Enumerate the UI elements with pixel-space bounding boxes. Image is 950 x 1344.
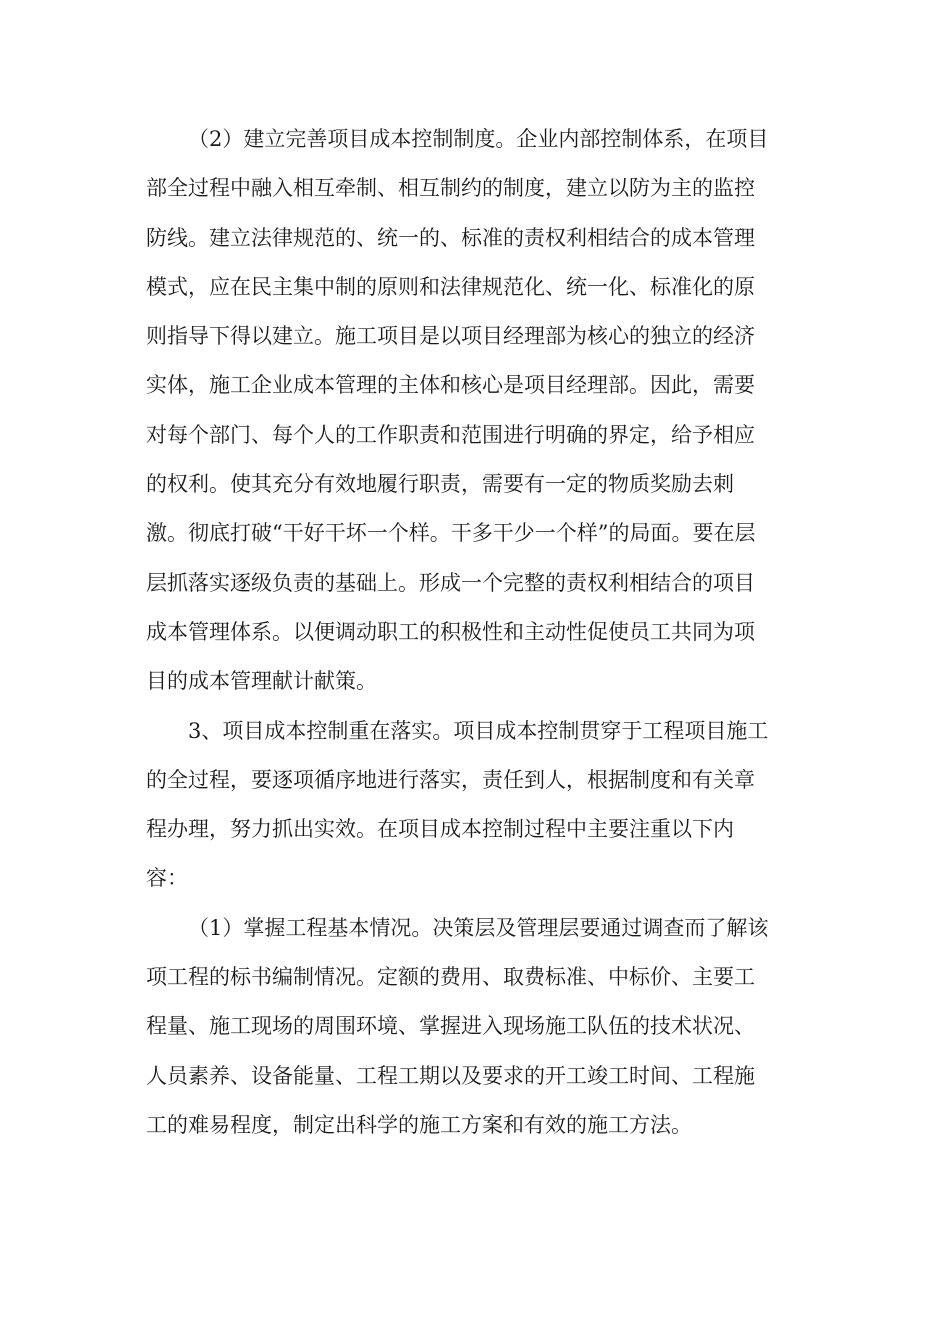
- text-line: 容：: [146, 866, 188, 891]
- text-line: 层抓落实逐级负责的基础上。形成一个完整的责权利相结合的项目: [146, 570, 755, 595]
- text-line: 部全过程中融入相互牵制、相互制约的制度，建立以防为主的监控: [146, 176, 755, 201]
- text-line: 项工程的标书编制情况。定额的费用、取费标准、中标价、主要工: [146, 965, 755, 990]
- text-line: 成本管理体系。以便调动职工的积极性和主动性促使员工共同为项: [146, 619, 755, 644]
- text-line: 工的难易程度，制定出科学的施工方案和有效的施工方法。: [146, 1112, 692, 1137]
- text-line: 程办理，努力抓出实效。在项目成本控制过程中主要注重以下内: [146, 817, 734, 842]
- text-line: 则指导下得以建立。施工项目是以项目经理部为核心的独立的经济: [146, 324, 755, 349]
- text-line: 模式，应在民主集中制的原则和法律规范化、统一化、标准化的原: [146, 274, 755, 299]
- text-line: 的权利。使其充分有效地履行职责，需要有一定的物质奖励去刺: [146, 472, 734, 497]
- text-line: 对每个部门、每个人的工作职责和范围进行明确的界定，给予相应: [146, 422, 755, 447]
- body-text: [146, 115, 816, 1150]
- text-line: 激。彻底打破“干好干坏一个样。干多干少一个样”的局面。要在层: [146, 521, 756, 546]
- text-line: （1）掌握工程基本情况。决策层及管理层要通过调查而了解该: [188, 915, 769, 940]
- text-line: 人员素养、设备能量、工程工期以及要求的开工竣工时间、工程施: [146, 1063, 755, 1088]
- text-line: 实体，施工企业成本管理的主体和核心是项目经理部。因此，需要: [146, 373, 755, 398]
- text-line: 防线。建立法律规范的、统一的、标准的责权利相结合的成本管理: [146, 225, 755, 250]
- text-line: （2）建立完善项目成本控制制度。企业内部控制体系，在项目: [188, 127, 769, 151]
- text-line: 程量、施工现场的周围环境、掌握进入现场施工队伍的技术状况、: [146, 1014, 755, 1039]
- text-line: 的全过程，要逐项循序地进行落实，责任到人，根据制度和有关章: [146, 767, 755, 792]
- text-line: 目的成本管理献计献策。: [146, 669, 377, 694]
- text-line: 3、项目成本控制重在落实。项目成本控制贯穿于工程项目施工: [188, 718, 769, 743]
